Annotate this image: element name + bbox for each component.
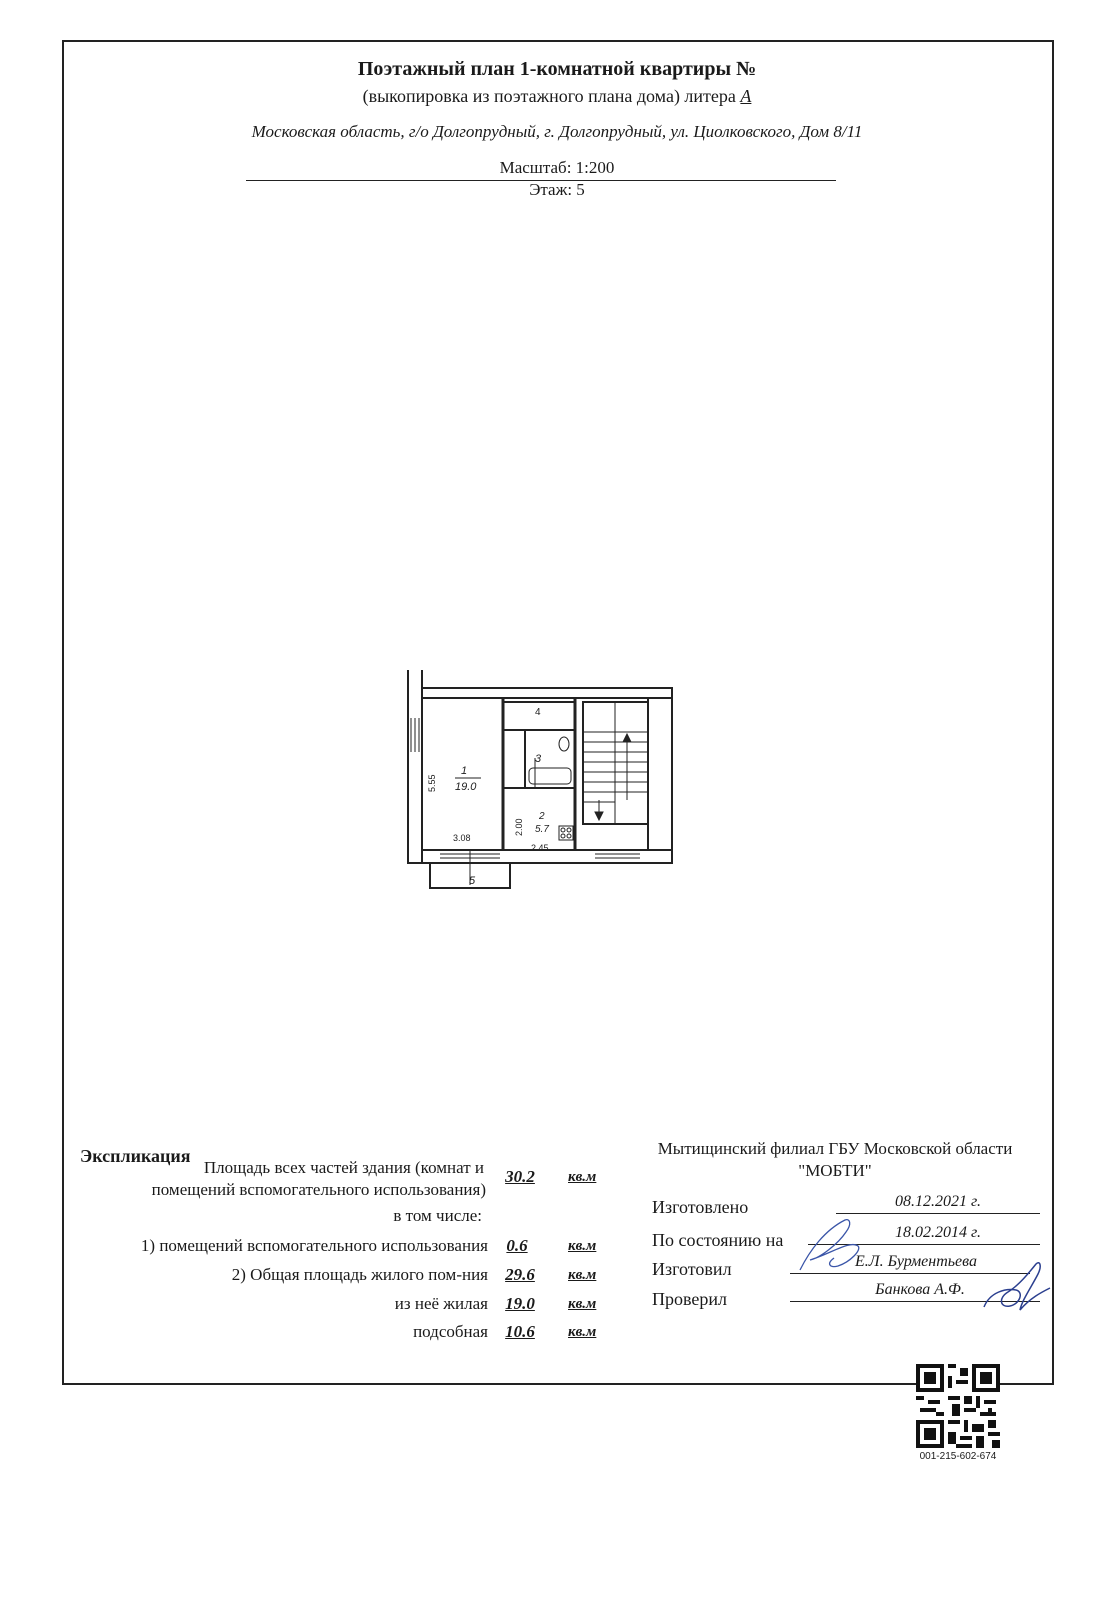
room2-area: 5.7 (535, 824, 549, 835)
total-area-label-line1: Площадь всех частей здания (комнат и (203, 1158, 484, 1177)
aux-area-label: 1) помещений вспомогательного использования (140, 1236, 488, 1255)
living-area-unit: кв.м (568, 1296, 597, 1312)
total-area-unit: кв.м (568, 1169, 597, 1185)
document-subtitle (0, 86, 1114, 107)
scale-label: Масштаб: 1:200 (499, 158, 615, 177)
state-value: 18.02.2014 г. (894, 1224, 982, 1241)
room3-number: 3 (535, 753, 542, 765)
explication-heading: Экспликация (80, 1146, 191, 1166)
document-title: Поэтажный план 1-комнатной квартиры № (357, 58, 757, 80)
qr-code (916, 1364, 1000, 1448)
signature-scribble-2 (976, 1252, 1056, 1322)
made-value: 08.12.2021 г. (894, 1193, 982, 1210)
general-area-unit: кв.м (568, 1267, 597, 1283)
room4-number: 4 (535, 707, 541, 718)
room1-number: 1 (461, 765, 468, 777)
room1-area: 19.0 (455, 781, 477, 793)
room2-number: 2 (539, 811, 545, 822)
checked-label: Проверил (652, 1289, 727, 1309)
building-letter: А (740, 86, 752, 106)
floor-plan (405, 670, 685, 900)
living-area-value: 19.0 (505, 1294, 535, 1313)
prepared-label: Изготовил (652, 1259, 732, 1279)
organization-line1: Мытищинский филиал ГБУ Московской области (657, 1139, 1013, 1158)
total-area-label-line2: помещений вспомогательного использования) (151, 1180, 486, 1199)
state-label: По состоянию на (652, 1230, 784, 1250)
general-area-label: 2) Общая площадь жилого пом-ния (231, 1265, 488, 1284)
total-area-value: 30.2 (505, 1167, 535, 1186)
utility-area-unit: кв.м (568, 1324, 597, 1340)
utility-area-label: подсобная (413, 1322, 488, 1341)
dimension-room1-height: 5.55 (427, 774, 437, 792)
qr-number: 001-215-602-674 (919, 1451, 997, 1462)
subtitle-text: (выкопировка из поэтажного плана дома) литера (362, 86, 736, 106)
checked-value: Банкова А.Ф. (875, 1281, 965, 1298)
organization-name (620, 1138, 1050, 1182)
including-label: в том числе: (393, 1206, 482, 1225)
living-area-label: из неё жилая (394, 1294, 488, 1313)
utility-area-value: 10.6 (505, 1322, 535, 1341)
dimension-room2-height: 2.00 (514, 818, 524, 836)
organization-line2: "МОБТИ" (798, 1161, 872, 1180)
aux-area-unit: кв.м (568, 1238, 597, 1254)
balcony-number: 5 (469, 875, 476, 887)
dimension-room2-width: 2.45 (531, 843, 549, 853)
made-label: Изготовлено (652, 1197, 749, 1217)
dimension-room1-width: 3.08 (453, 833, 471, 843)
prepared-value: Е.Л. Бурментьева (855, 1253, 977, 1270)
address: Московская область, г/о Долгопрудный, г. Долгопрудный, ул. Циолковского, Дом 8/11 (251, 122, 863, 141)
floor-label: Этаж: 5 (529, 180, 585, 199)
general-area-value: 29.6 (505, 1265, 535, 1284)
signature-scribble-1 (790, 1210, 870, 1280)
aux-area-value: 0.6 (506, 1236, 528, 1255)
